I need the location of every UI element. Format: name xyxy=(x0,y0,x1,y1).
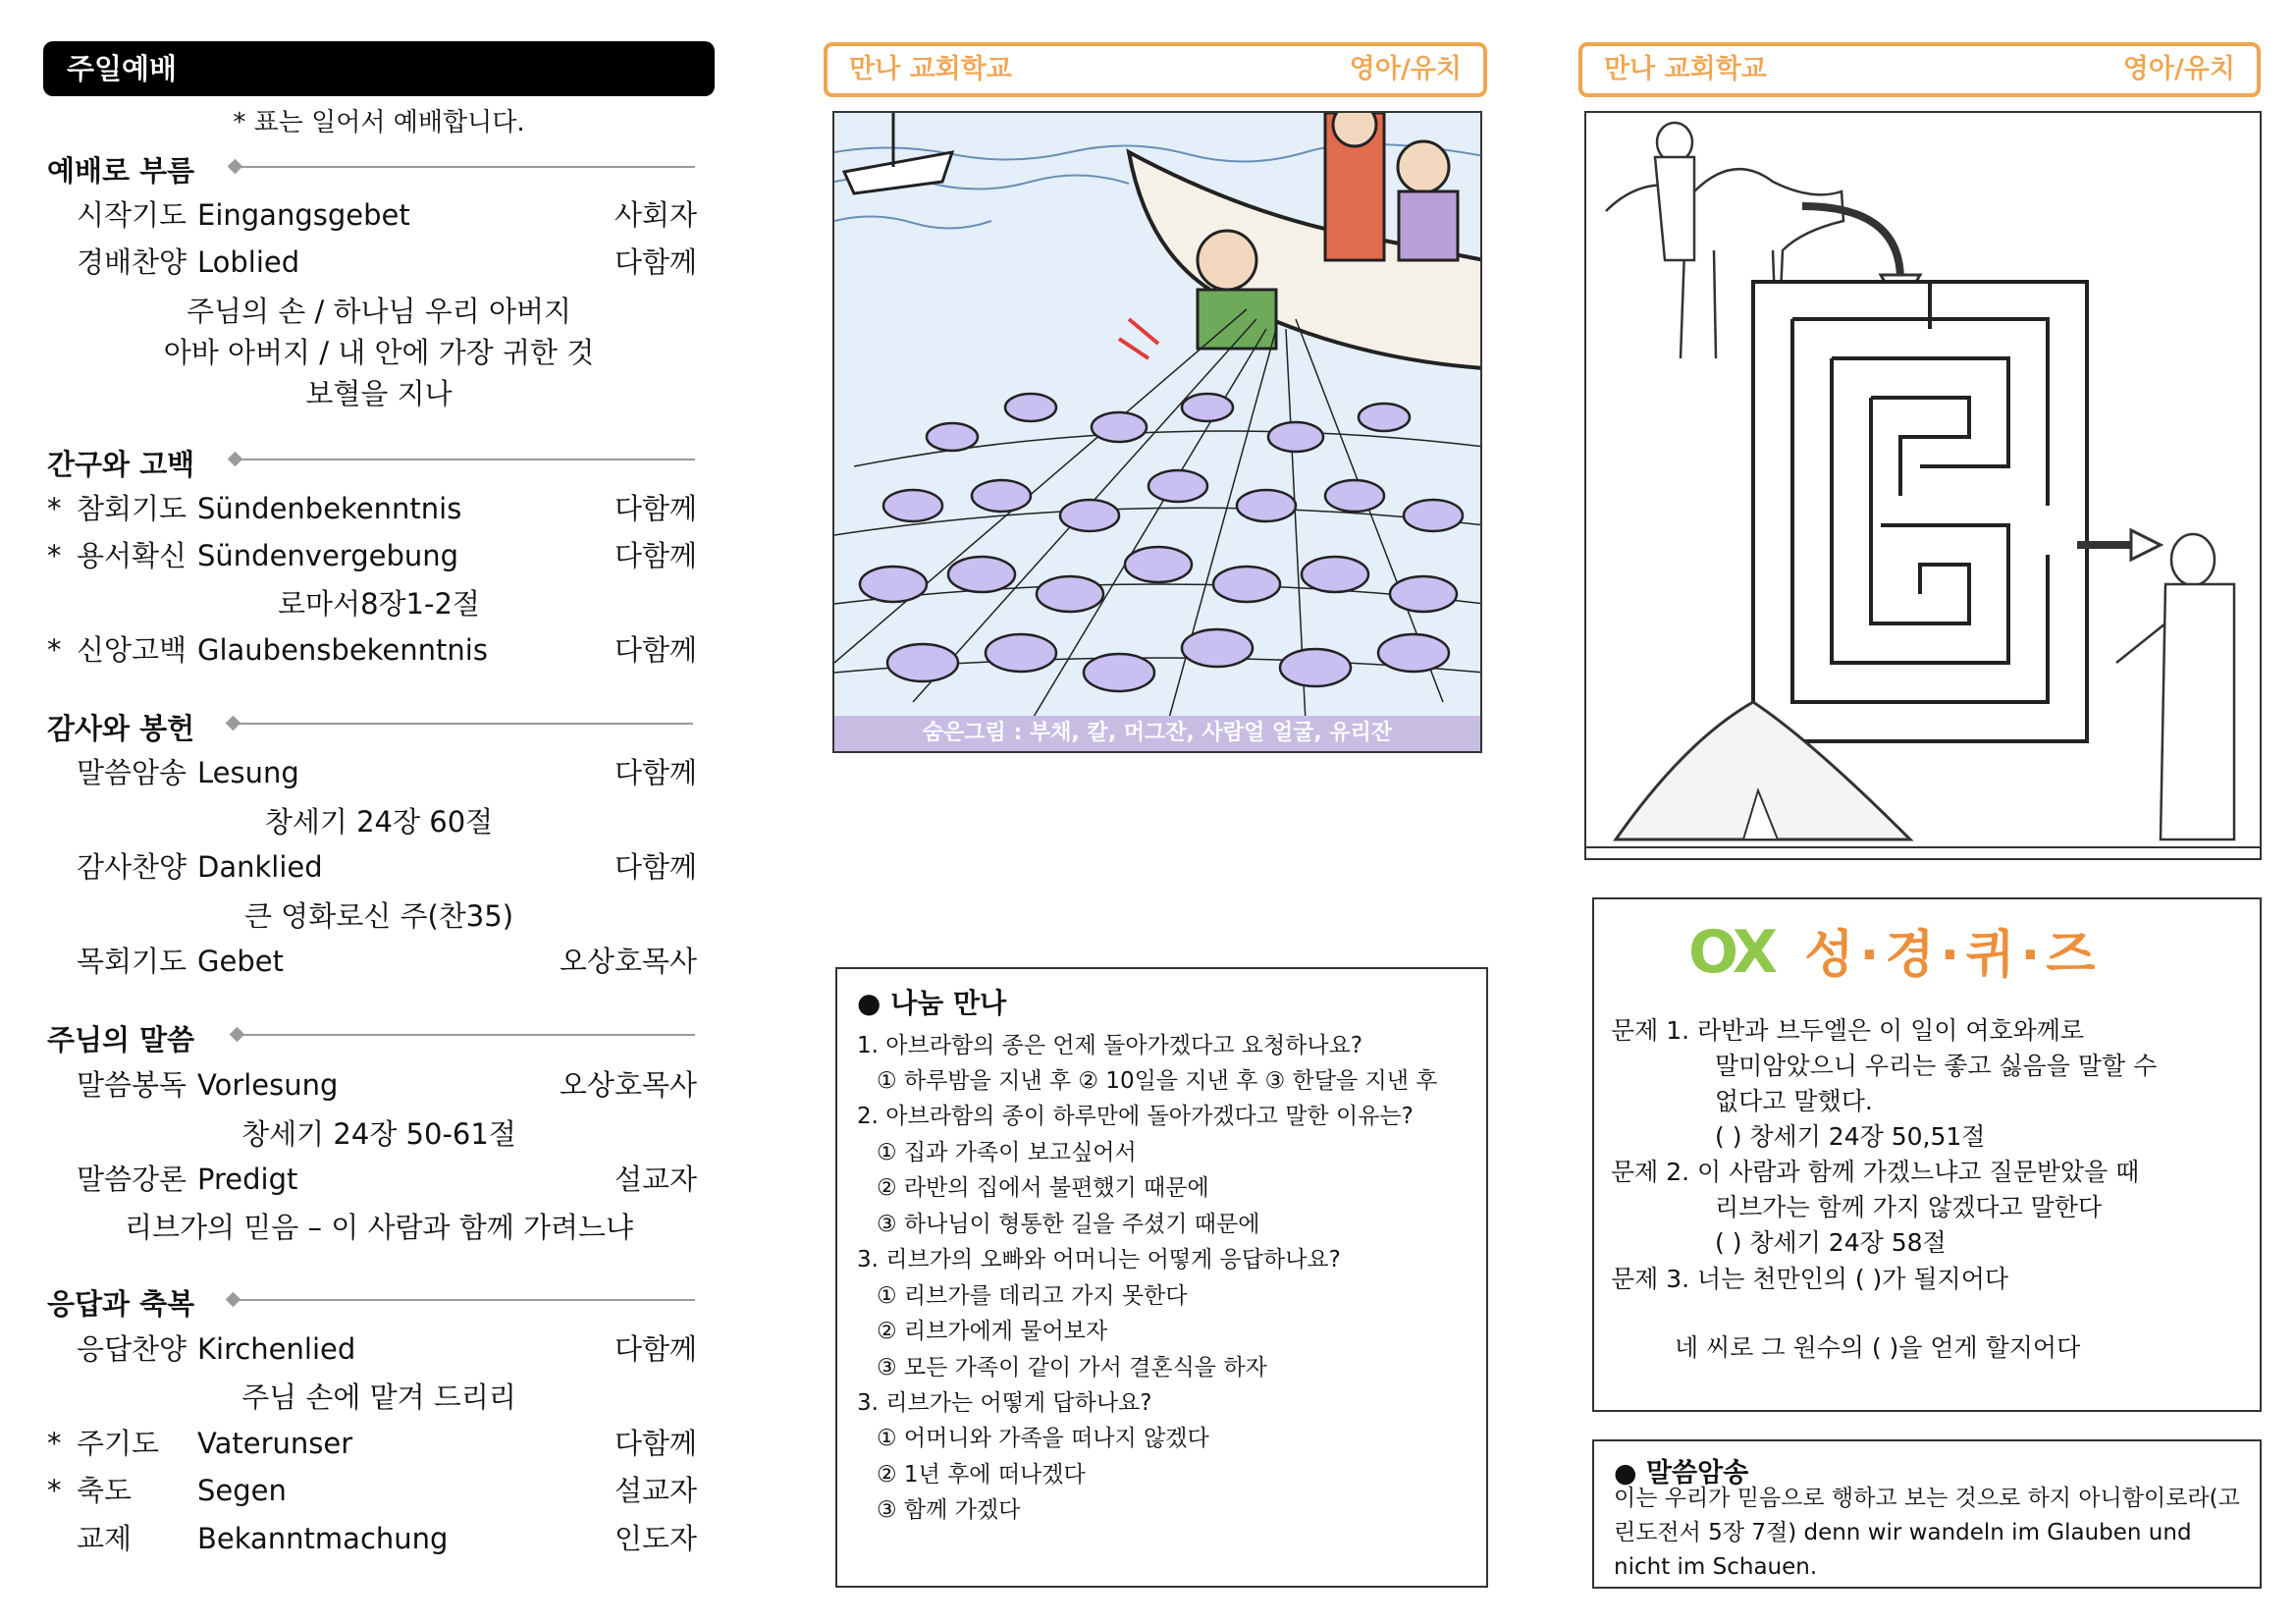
order-item-ko: 주기도 xyxy=(77,1427,160,1460)
order-item-de: Gebet xyxy=(197,945,284,978)
section-divider-line xyxy=(238,723,693,725)
answer-option: ① 집과 가족이 보고싶어서 xyxy=(877,1140,1137,1165)
memory-verse-title: 말씀암송 xyxy=(1645,1458,1749,1489)
answer-option: ② 1년 후에 떠나겠다 xyxy=(877,1462,1086,1488)
order-row xyxy=(47,1065,697,1105)
song-list: 주님의 손 / 하나님 우리 아버지 xyxy=(186,295,572,328)
standing-mark: * xyxy=(47,633,62,667)
order-item-de: Lesung xyxy=(197,756,299,789)
order-item-de: Eingangsgebet xyxy=(197,198,410,232)
section-heading-word: 주님의 말씀 xyxy=(47,1023,195,1056)
order-leader: 다함께 xyxy=(614,539,697,572)
order-leader: 다함께 xyxy=(614,756,697,789)
order-row xyxy=(47,753,697,792)
answer-option: ① 어머니와 가족을 떠나지 않겠다 xyxy=(877,1426,1209,1451)
order-item-ko: 시작기도 xyxy=(77,198,187,232)
answer-option: ③ 모든 가족이 같이 가서 결혼식을 하자 xyxy=(877,1355,1267,1380)
service-title-bar xyxy=(43,41,715,96)
answer-option: ① 리브가를 데리고 가지 못한다 xyxy=(877,1283,1188,1309)
fishing-scene-illustration xyxy=(834,113,1482,753)
section-divider-line xyxy=(240,459,695,460)
order-item-ko: 말씀강론 xyxy=(77,1163,187,1196)
question: 1. 아브라함의 종은 언제 돌아가겠다고 요청하나요? xyxy=(857,1033,1363,1058)
order-item-de: Loblied xyxy=(197,245,300,279)
order-leader: 설교자 xyxy=(614,1474,697,1507)
order-row xyxy=(47,1160,697,1199)
quiz-question: 문제 2. 이 사람과 함께 가겠느냐고 질문받았을 때 xyxy=(1611,1158,2140,1186)
order-item-ko: 교제 xyxy=(77,1522,133,1555)
scripture-ref: 창세기 24장 50-61절 xyxy=(241,1117,516,1151)
order-row xyxy=(47,847,697,887)
maze-puzzle xyxy=(1584,111,2262,860)
section-heading-call: 예배로 부름 xyxy=(47,154,195,188)
answer-option: ② 라반의 집에서 불편했기 때문에 xyxy=(877,1175,1209,1201)
hymn-ref: 주님 손에 맡겨 드리리 xyxy=(241,1380,516,1414)
quiz-question: 문제 1. 라반과 브두엘은 이 일이 여호와께로 xyxy=(1611,1016,2085,1045)
order-row xyxy=(47,536,697,575)
section-divider-line xyxy=(240,166,695,168)
order-leader: 다함께 xyxy=(614,1332,697,1366)
order-row xyxy=(47,1424,697,1463)
order-item-de: Segen xyxy=(197,1474,287,1507)
section-divider-line xyxy=(241,1034,695,1036)
order-row xyxy=(47,489,697,528)
bullet-icon: ● xyxy=(857,987,881,1019)
order-leader: 다함께 xyxy=(614,245,697,279)
question: 3. 리브가의 오빠와 어머니는 어떻게 응답하나요? xyxy=(857,1247,1341,1272)
order-leader: 오상호목사 xyxy=(559,945,697,978)
quiz-answer-blank: ( ) 창세기 24장 58절 xyxy=(1715,1228,1947,1257)
section-heading-petition: 간구와 고백 xyxy=(47,448,195,481)
order-item-de: Glaubensbekenntnis xyxy=(197,633,488,667)
ox-logo-icon: OX xyxy=(1688,918,1775,987)
order-leader: 다함께 xyxy=(614,1427,697,1460)
standing-mark: * xyxy=(47,1474,62,1507)
order-item-de: Bekanntmachung xyxy=(197,1522,449,1555)
quiz-question: 문제 3. 너는 천만인의 ( )가 될지어다 xyxy=(1611,1265,2008,1293)
order-item-de: Sündenvergebung xyxy=(197,539,459,572)
section-heading-thanks: 감사와 봉헌 xyxy=(47,712,195,745)
service-title: 주일예배 xyxy=(67,52,178,85)
sermon-title: 리브가의 믿음 – 이 사람과 함께 가려느냐 xyxy=(124,1211,634,1244)
school-name: 만나 교회학교 xyxy=(849,54,1012,84)
order-item-de: Vorlesung xyxy=(197,1068,339,1102)
memory-verse-text: 이는 우리가 믿음으로 행하고 보는 것으로 하지 아니함이로라(고린도전서 5장 7절) denn wir wandeln im Glauben und nicht im Schauen. xyxy=(1614,1486,2240,1580)
answer-option: ② 리브가에게 물어보자 xyxy=(877,1319,1108,1344)
quiz-logo xyxy=(1688,913,2101,992)
order-item-ko: 신앙고백 xyxy=(77,633,187,667)
standing-mark: * xyxy=(47,492,62,525)
order-leader: 사회자 xyxy=(614,198,697,232)
song-list: 아바 아버지 / 내 안에 가장 귀한 것 xyxy=(163,336,595,369)
song-list: 보혈을 지나 xyxy=(305,377,453,410)
section-divider-line xyxy=(238,1299,695,1301)
quiz-question-cont: 네 씨로 그 원수의 ( )을 얻게 할지어다 xyxy=(1675,1333,2081,1362)
order-row xyxy=(47,195,697,235)
standing-mark: * xyxy=(47,1427,62,1460)
order-item-ko: 감사찬양 xyxy=(77,850,187,884)
answer-options: ① 하루밤을 지낸 후 ② 10일을 지낸 후 ③ 한달을 지낸 후 xyxy=(877,1068,1438,1094)
order-row xyxy=(47,1329,697,1369)
question: 3. 리브가는 어떻게 답하나요? xyxy=(857,1390,1152,1416)
scripture-ref: 로마서8장1-2절 xyxy=(278,587,480,621)
bullet-icon: ● xyxy=(1614,1458,1637,1489)
order-leader: 다함께 xyxy=(614,492,697,525)
order-item-ko: 말씀봉독 xyxy=(77,1068,187,1102)
school-name: 만나 교회학교 xyxy=(1604,54,1767,84)
grade-label: 영아/유치 xyxy=(2122,54,2235,84)
order-row xyxy=(47,1471,697,1510)
order-item-de: Kirchenlied xyxy=(197,1332,356,1366)
order-leader: 다함께 xyxy=(614,633,697,667)
quiz-question-cont: 없다고 말했다. xyxy=(1715,1087,1873,1115)
discussion-title: 나눔 만나 xyxy=(890,987,1007,1019)
order-item-ko: 참회기도 xyxy=(77,492,187,525)
order-item-ko: 말씀암송 xyxy=(77,756,187,789)
answer-option: ③ 하나님이 형통한 길을 주셨기 때문에 xyxy=(877,1212,1260,1237)
order-leader: 다함께 xyxy=(614,850,697,884)
hidden-items-caption: 숨은그림 : 부채, 칼, 머그잔, 사람얼 얼굴, 유리잔 xyxy=(834,716,1480,751)
discussion-heading xyxy=(857,982,1006,1021)
order-row xyxy=(47,1519,697,1558)
standing-mark: * xyxy=(47,539,62,572)
order-row xyxy=(47,243,697,282)
maze-illustration xyxy=(1586,113,2262,860)
hymn-ref: 큰 영화로신 주(찬35) xyxy=(243,899,514,933)
quiz-question-cont: 리브가는 함께 가지 않겠다고 말한다 xyxy=(1715,1193,2103,1221)
order-item-ko: 경배찬양 xyxy=(77,245,187,279)
quiz-answer-blank: ( ) 창세기 24장 50,51절 xyxy=(1715,1122,1986,1151)
order-leader: 인도자 xyxy=(614,1522,697,1555)
school-header-right xyxy=(1578,42,2261,97)
order-leader: 설교자 xyxy=(614,1163,697,1196)
answer-option: ③ 함께 가겠다 xyxy=(877,1497,1021,1523)
order-leader: 오상호목사 xyxy=(559,1068,697,1102)
order-row xyxy=(47,630,697,670)
order-item-ko: 응답찬양 xyxy=(77,1332,187,1366)
quiz-question-cont: 말미암았으니 우리는 좋고 싫음을 말할 수 xyxy=(1715,1052,2158,1080)
order-item-de: Danklied xyxy=(197,850,323,884)
order-item-de: Vaterunser xyxy=(197,1427,353,1460)
order-item-de: Sündenbekenntnis xyxy=(197,492,462,525)
scripture-ref: 창세기 24장 60절 xyxy=(264,805,494,839)
order-item-ko: 축도 xyxy=(77,1474,133,1507)
section-heading-response: 응답과 축복 xyxy=(47,1287,195,1321)
school-header-middle xyxy=(824,42,1487,97)
order-item-de: Predigt xyxy=(197,1163,298,1196)
quiz-logo-title: 성·경·퀴·즈 xyxy=(1804,926,2102,985)
fishing-hidden-picture xyxy=(832,111,1482,753)
order-item-ko: 용서확신 xyxy=(77,539,187,572)
grade-label: 영아/유치 xyxy=(1349,54,1462,84)
order-item-ko: 목회기도 xyxy=(77,945,187,978)
question: 2. 아브라함의 종이 하루만에 돌아가겠다고 말한 이유는? xyxy=(857,1104,1414,1129)
order-row xyxy=(47,942,697,981)
standing-note: * 표는 일어서 예배합니다. xyxy=(233,108,525,137)
